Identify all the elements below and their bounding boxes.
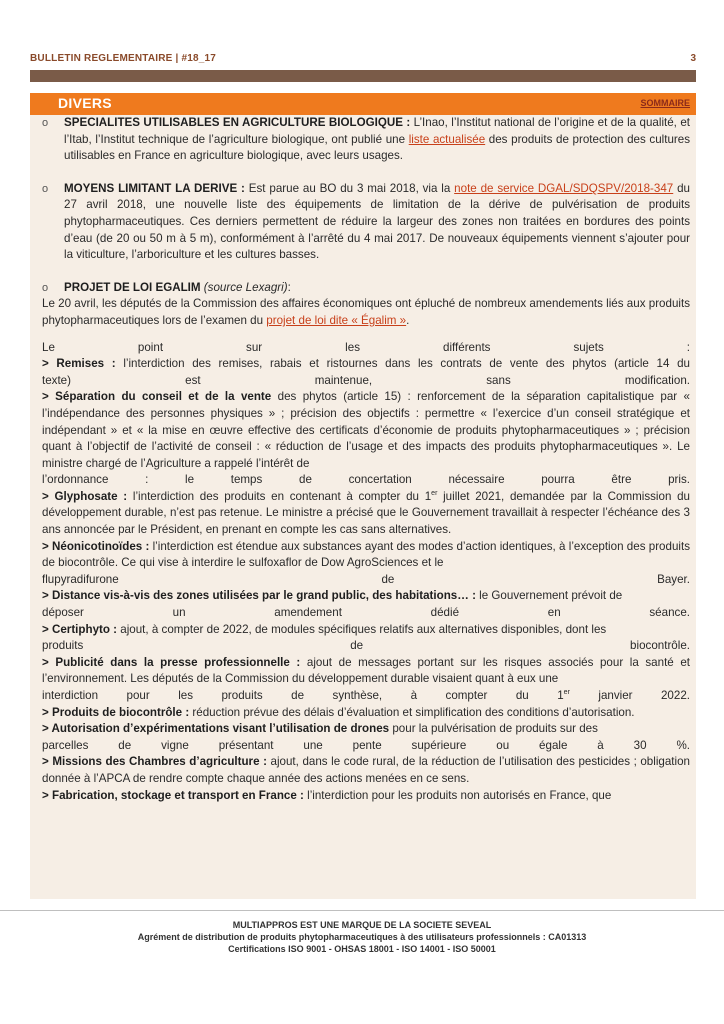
list-item-derive [42, 181, 690, 264]
footer-brand: MULTIAPPROS EST UNE MARQUE DE LA SOCIETE SEVEAL [232, 920, 492, 930]
point-fabrication [42, 788, 690, 805]
point-intro: Le point sur les différents sujets : [42, 340, 690, 354]
point-chambres [42, 754, 690, 787]
liste-actualisee-link[interactable]: liste actualisée [408, 132, 486, 146]
list-item-specialites [42, 115, 690, 165]
page-number: 3 [690, 53, 696, 64]
point-text: pour la pulvérisation de produits sur des [389, 722, 598, 736]
point-certiphyto-end: produits de biocontrôle. [42, 639, 690, 653]
sommaire-link[interactable]: SOMMAIRE [640, 98, 690, 108]
superscript: er [431, 490, 438, 498]
point-biocontrole [42, 705, 690, 722]
point-heading: > Missions des Chambres d’agriculture : [42, 755, 267, 769]
point-remises-end: texte) est maintenue, sans modification. [42, 373, 690, 387]
point-text: le Gouvernement prévoit de [475, 589, 623, 603]
superscript: er [563, 689, 570, 697]
item-body: L’Inao, l’Institut national de l’origine et de la qualité, et l’Itab, l’Institut technique de l’agriculture biologique, ont publié une [64, 116, 690, 146]
point-drones [42, 721, 690, 738]
item-heading: MOYENS LIMITANT LA DERIVE : [64, 181, 245, 195]
section-title-bar [30, 93, 696, 115]
footer-divider [0, 910, 724, 911]
point-distance-end: déposer un amendement dédié en séance. [42, 606, 690, 620]
point-text: réduction prévue des délais d’évaluation et simplification des conditions d’autorisation. [189, 705, 635, 719]
item-heading: SPECIALITES UTILISABLES EN AGRICULTURE BIOLOGIQUE : [64, 116, 411, 129]
point-text-cont: janvier 2022. [569, 689, 690, 702]
bulletin-title: BULLETIN REGLEMENTAIRE | #18_17 [30, 53, 217, 64]
point-heading: > Produits de biocontrôle : [42, 705, 190, 719]
page-footer [0, 919, 724, 955]
point-text: ajout de messages portant sur les risques associés pour la santé et l’environnement. Les députés de la Commission du développement durable visaient quant à eux une [42, 655, 691, 686]
egalim-intro [42, 296, 690, 329]
point-separation-end: l’ordonnance : le temps de concertation nécessaire pourra être pris. [42, 473, 690, 487]
item-body-cont: du 27 avril 2018, une nouvelle liste des équipements de limitation de la dérive de pulvérisation de produits phytopharmaceutiques. Ces derniers permettent de réduire la largeur des zones non traitées en bordures des points d’eau (de 20 ou 50 m à 5 m), conformément à l’arrêté du 4 mai 2017. De nouveaux équipements viennent s’ajouter pour la viticulture, l’arboriculture et les cultures basses. [64, 181, 690, 262]
point-neonicotinoides [42, 539, 690, 572]
divers-section [30, 93, 696, 899]
item-source: (source Lexagri) [203, 280, 288, 294]
item-text [64, 280, 690, 297]
point-neonicotinoides-end: flupyradifurone de Bayer. [42, 572, 690, 586]
point-text: l’interdiction des remises, rabais et ristournes dans les contrats de vente des phytos (article 14 du [115, 357, 690, 371]
footer-certifications: Certifications ISO 9001 - OHSAS 18001 - ISO 14001 - ISO 50001 [228, 944, 496, 954]
header-divider-bar [30, 70, 696, 82]
egalim-points [42, 340, 690, 805]
point-text: interdiction pour les produits de synthèse, à compter du 1 [42, 689, 564, 702]
projet-de-loi-link[interactable]: projet de loi dite « Égalim » [266, 313, 407, 327]
point-text: l’interdiction est étendue aux substances ayant des modes d’action identiques, à l’exception des produits de biocontrôle. Ce qui vise à interdire le sulfoxaflor de Dow AgroSciences et le [42, 539, 690, 570]
point-drones-end: parcelles de vigne présentant une pente supérieure ou égale à 30 %. [42, 738, 690, 752]
bullet-icon: o [42, 117, 49, 129]
point-heading: > Séparation du conseil et de la vente [42, 390, 272, 404]
point-heading: > Fabrication, stockage et transport en France : [42, 788, 304, 802]
point-heading: > Distance vis-à-vis des zones utilisées par le grand public, des habitations… : [42, 589, 476, 603]
point-text: l’interdiction pour les produits non autorisés en France, que [303, 788, 612, 802]
point-heading: > Néonicotinoïdes : [42, 539, 150, 553]
item-body-cont: des produits de protection des cultures utilisables en France en agriculture biologique, avec leurs usages. [64, 132, 691, 163]
point-text: ajout, à compter de 2022, de modules spécifiques relatifs aux alternatives disponibles, dont les [117, 622, 607, 636]
note-de-service-link[interactable]: note de service DGAL/SDQSPV/2018-347 [454, 181, 674, 195]
item-text [64, 115, 690, 165]
point-heading: > Glyphosate : [42, 489, 128, 503]
point-heading: > Autorisation d’expérimentations visant l’utilisation de drones [42, 722, 390, 736]
intro-text: Le 20 avril, les députés de la Commission des affaires économiques ont épluché de nombreux amendements liés aux produits phytopharmaceutiques lors de l’examen du [42, 297, 690, 327]
point-glyphosate [42, 489, 690, 539]
point-publicite [42, 655, 690, 688]
bullet-icon: o [42, 182, 49, 195]
item-colon: : [287, 280, 291, 294]
point-heading: > Remises : [42, 357, 116, 371]
point-heading: > Certiphyto : [42, 622, 118, 636]
bullet-icon: o [42, 281, 49, 294]
point-text: des phytos (article 15) : renforcement de la séparation capitalistique par « l’indépendance des personnes physiques » ; précision des objectifs : permettre « l’exercice d’un conseil stratégique et indépendant » et « la mise en œuvre effective des certificats d’économie de produits phytopharmaceutiques » ; précision quant à l’objectif de l’activité de conseil : « réduction de l’usage et des impacts des produits phytopharmaceutiques ». Le ministre chargé de l’Agriculture a rappelé l’intérêt de [42, 390, 690, 470]
point-text: l’interdiction des produits en contenant à compter du 1 [127, 489, 432, 503]
item-heading: PROJET DE LOI EGALIM [64, 280, 201, 294]
point-text: ajout, dans le code rural, de la réduction de l’utilisation des pesticides ; obligation donnée à l’APCA de rendre compte chaque année des actions menées en ce sens. [42, 755, 690, 785]
intro-end: . [406, 313, 410, 327]
page-header [30, 53, 696, 65]
point-certiphyto [42, 622, 690, 639]
footer-agrement: Agrément de distribution de produits phytopharmaceutiques à des utilisateurs professionnels : CA01313 [137, 932, 587, 942]
point-publicite-end [42, 688, 690, 705]
point-distance [42, 588, 690, 605]
point-remises [42, 356, 690, 373]
item-text [64, 181, 690, 264]
section-title: DIVERS [58, 95, 112, 111]
point-text-cont: juillet 2021, demandée par la Commission du développement durable, n’est pas retenue. Le ministre a précisé que le Gouvernement travaillait à respecter l’échéance des 3 ans annoncée par le Président, en prenant en compte les cas sans alternatives. [42, 489, 690, 537]
item-body: Est parue au BO du 3 mai 2018, via la [244, 181, 455, 195]
point-separation [42, 389, 690, 472]
list-item-egalim [42, 280, 690, 297]
point-heading: > Publicité dans la presse professionnelle : [42, 655, 301, 669]
section-body [42, 115, 690, 804]
